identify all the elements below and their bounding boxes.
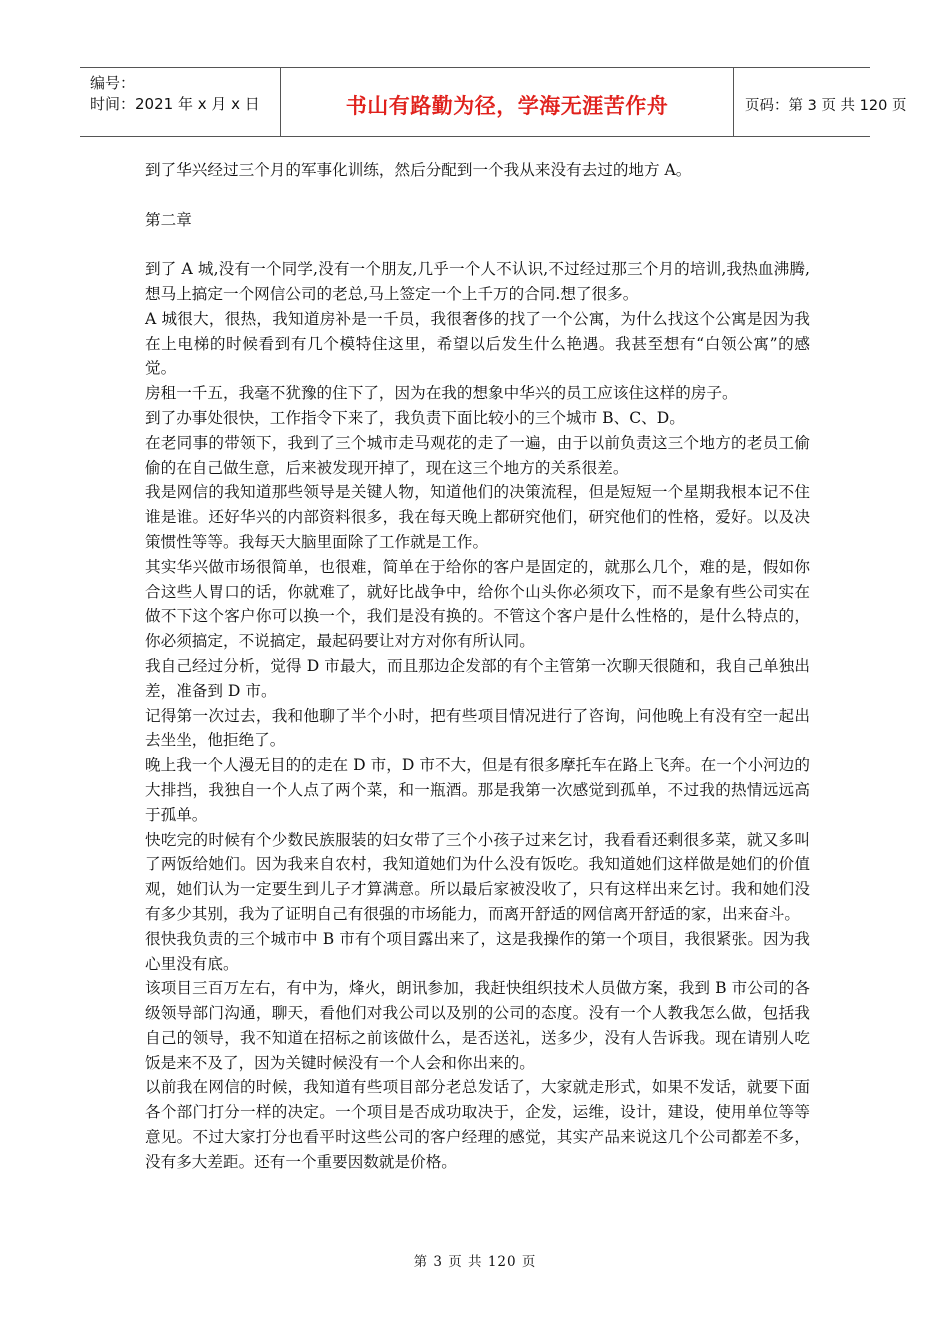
page-footer: 第 3 页 共 120 页 xyxy=(413,1254,537,1270)
document-number-label: 编号： xyxy=(90,74,136,92)
paragraph: 以前我在网信的时候，我知道有些项目部分老总发话了，大家就走形式，如果不发话，就要下面各个部门打分一样的决定。一个项目是否成功取决于，企发，运维，设计，建设，使用单位等等意见。不过大家打分也看平时这些公司的客户经理的感觉，其实产品来说这几个公司都差不多，没有多大差距。还有一个重要因数就是价格。 xyxy=(145,1078,810,1171)
paragraph: 晚上我一个人漫无目的的走在 D 市，D 市不大，但是有很多摩托车在路上飞奔。在一个小河边的大排挡，我独自一个人点了两个菜，和一瓶酒。那是我第一次感觉到孤单，不过我的热情远远高于孤单。 xyxy=(145,756,810,824)
paragraph: 到了办事处很快，工作指令下来了，我负责下面比较小的三个城市 B、C、D。 xyxy=(145,408,685,427)
header-page-cell xyxy=(733,68,907,136)
document-body xyxy=(145,158,810,1175)
paragraph: 该项目三百万左右，有中为，烽火，朗讯参加，我赶快组织技术人员做方案，我到 B 市公司的各级领导部门沟通，聊天，看他们对我公司以及别的公司的态度。没有一个人教我怎么做，包括我自己的领导，我不知道在招标之前该做什么，是否送礼，送多少，没有人告诉我。现在请别人吃饭是来不及了，因为关键时候没有一个人会和你出来的。 xyxy=(145,979,810,1072)
paragraph: 快吃完的时候有个少数民族服装的妇女带了三个小孩子过来乞讨，我看看还剩很多菜，就又多叫了两饭给她们。因为我来自农村，我知道她们为什么没有饭吃。我知道她们这样做是她们的价值观，她们认为一定要生到儿子才算满意。所以最后家被没收了，只有这样出来乞讨。我和她们没有多少其别，我为了证明自己有很强的市场能力，而离开舒适的网信离开舒适的家，出来奋斗。 xyxy=(145,830,810,923)
header-motto: 书山有路勤为径，学海无涯苦作舟 xyxy=(345,94,669,118)
chapter-heading: 第二章 xyxy=(145,210,192,229)
paragraph: 很快我负责的三个城市中 B 市有个项目露出来了，这是我操作的第一个项目，我很紧张。因为我心里没有底。 xyxy=(145,929,810,973)
page-header xyxy=(80,67,907,137)
header-page-code: 页码：第 3 页 共 120 页 xyxy=(745,98,907,114)
document-time-label: 时间：2021 年 x 月 x 日 xyxy=(90,95,260,113)
paragraph: 到了华兴经过三个月的军事化训练，然后分配到一个我从来没有去过的地方 A。 xyxy=(145,161,692,179)
paragraph: 我自己经过分析，觉得 D 市最大，而且那边企发部的有个主管第一次聊天很随和，我自己单独出差，准备到 D 市。 xyxy=(145,656,810,700)
paragraph: A 城很大，很热，我知道房补是一千员，我很奢侈的找了一个公寓，为什么找这个公寓是因为我在上电梯的时候看到有几个模特住这里，希望以后发生什么艳遇。我甚至想有“白领公寓”的感觉。 xyxy=(145,309,810,378)
paragraph: 我是网信的我知道那些领导是关键人物，知道他们的决策流程，但是短短一个星期我根本记不住谁是谁。还好华兴的内部资料很多，我在每天晚上都研究他们，研究他们的性格，爱好。以及决策惯性等等。我每天大脑里面除了工作就是工作。 xyxy=(145,483,810,551)
header-info-cell xyxy=(80,68,280,136)
paragraph: 记得第一次过去，我和他聊了半个小时，把有些项目情况进行了咨询，问他晚上有没有空一起出去坐坐，他拒绝了。 xyxy=(145,706,810,750)
paragraph: 到了 A 城,没有一个同学,没有一个朋友,几乎一个人不认识,不过经过那三个月的培训,我热血沸腾,想马上搞定一个网信公司的老总,马上签定一个上千万的合同.想了很多。 xyxy=(145,260,810,303)
paragraph: 在老同事的带领下，我到了三个城市走马观花的走了一遍，由于以前负责这三个地方的老员工偷偷的在自己做生意，后来被发现开掉了，现在这三个地方的关系很差。 xyxy=(145,433,810,477)
header-motto-cell xyxy=(280,68,734,136)
paragraph: 其实华兴做市场很简单，也很难，简单在于给你的客户是固定的，就那么几个，难的是，假如你合这些人胃口的话，你就难了，就好比战争中，给你个山头你必须攻下，而不是象有些公司实在做不下这个客户你可以换一个，我们是没有换的。不管这个客户是什么性格的，是什么特点的，你必须搞定，不说搞定，最起码要让对方对你有所认同。 xyxy=(145,557,810,651)
paragraph: 房租一千五，我毫不犹豫的住下了，因为在我的想象中华兴的员工应该住这样的房子。 xyxy=(145,384,738,403)
